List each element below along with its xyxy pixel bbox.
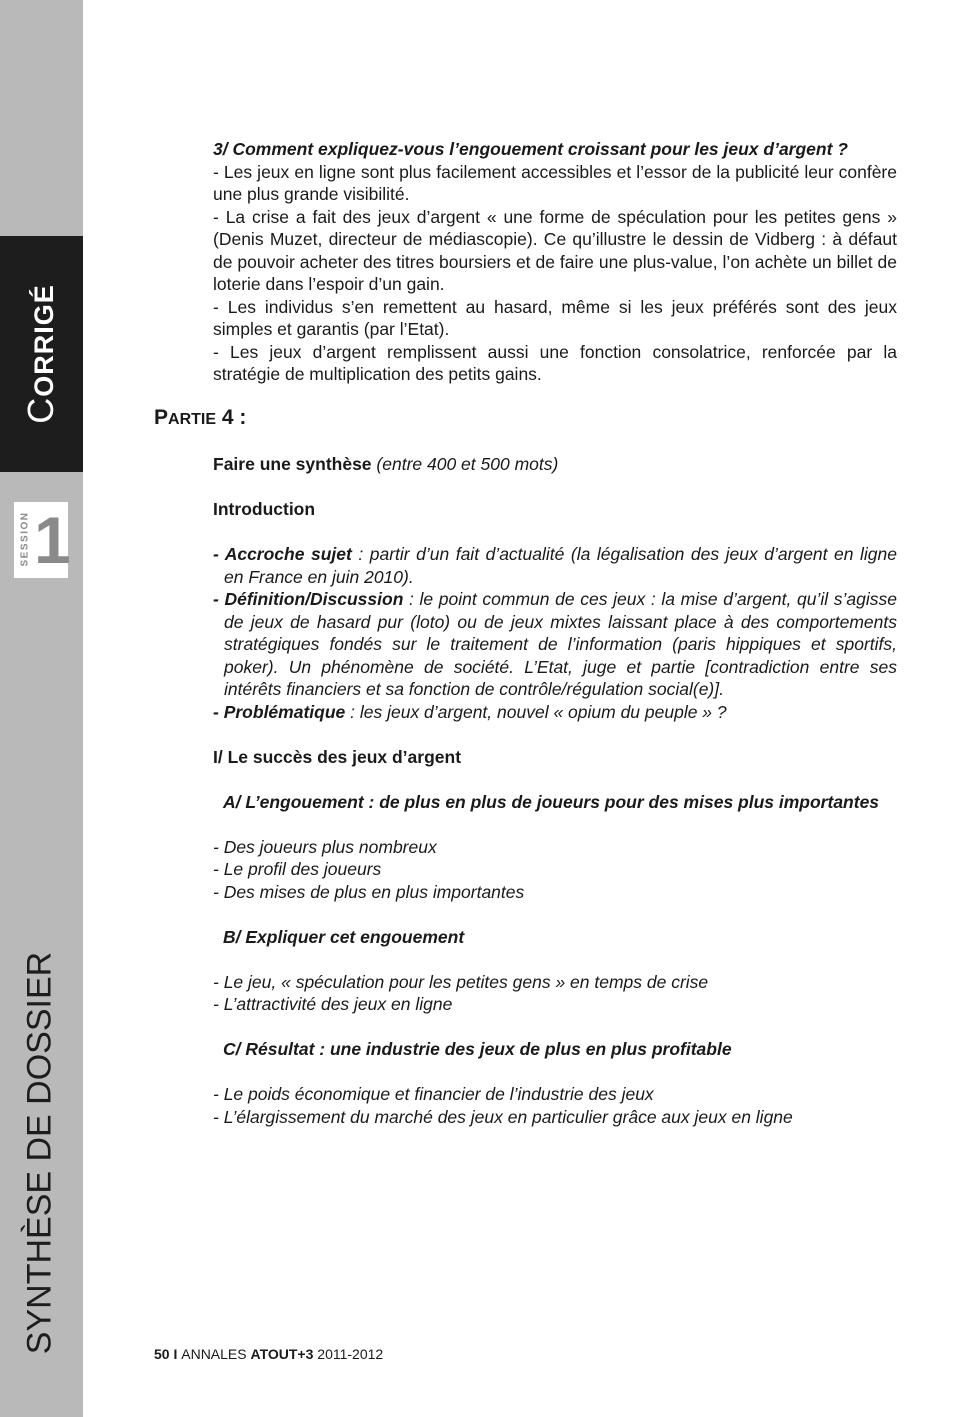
- question-3-title: 3/ Comment expliquez-vous l’engouement croissant pour les jeux d’argent ?: [213, 139, 848, 159]
- question-3-paragraph: - La crise a fait des jeux d’argent « une forme de spéculation pour les petites gens » (Denis Muzet, directeur de médiascopie). Ce qu’illustre le dessin de Vidberg : à défaut de pouvoir acheter des titres boursiers et de faire une plus-value, l’on achète un billet de loterie dans l’espoir d’un gain.: [213, 206, 897, 294]
- intro-item: - Définition/Discussion : le point commun de ces jeux : la mise d’argent, qu’il s’agisse de jeux de hasard pur (loto) ou de jeux mixtes laissant place à des comportements stratégiques fondés sur le traitement de l’information (paris hippiques et sportifs, poker). Un phénomène de société. L’Etat, juge et partie [contradiction entre ses intérêts financiers et sa fonction de contrôle/régulation social(e)].: [213, 589, 897, 699]
- list-item: - Le poids économique et financier de l’industrie des jeux: [213, 1084, 654, 1104]
- task-line: Faire une synthèse (entre 400 et 500 mots): [213, 454, 559, 474]
- list-item: - L’attractivité des jeux en ligne: [213, 994, 453, 1014]
- list-item: - L’élargissement du marché des jeux en particulier grâce aux jeux en ligne: [213, 1106, 793, 1127]
- section-b-title: B/ Expliquer cet engouement: [223, 926, 465, 947]
- introduction-heading: Introduction: [213, 499, 316, 519]
- session-number: 1: [34, 503, 71, 577]
- list-item: - Des mises de plus en plus importantes: [213, 881, 525, 902]
- question-3-paragraph: - Les individus s’en remettent au hasard, même si les jeux préférés sont des jeux simples et garantis (par l’Etat).: [213, 296, 897, 339]
- part-1-heading: I/ Le succès des jeux d’argent: [213, 746, 462, 767]
- sidebar: [0, 0, 83, 1417]
- main-content: [213, 138, 897, 1128]
- intro-item: - Problématique : les jeux d’argent, nouvel « opium du peuple » ?: [213, 701, 727, 722]
- section-c-title: C/ Résultat : une industrie des jeux de plus en plus profitable: [223, 1039, 732, 1059]
- page-number: 50: [154, 1346, 170, 1362]
- partie-4-heading: PARTIE 4 :: [154, 406, 247, 429]
- section-title: SYNTHÈSE DE DOSSIER: [20, 951, 59, 1355]
- list-item: - Des joueurs plus nombreux: [213, 836, 437, 857]
- list-item: - Le jeu, « spéculation pour les petites gens » en temps de crise: [213, 971, 709, 992]
- session-label: SESSION: [19, 511, 31, 567]
- intro-item: - Accroche sujet : partir d’un fait d’actualité (la légalisation des jeux d’argent en ligne en France en juin 2010).: [213, 544, 897, 587]
- question-3-paragraph: - Les jeux d’argent remplissent aussi une fonction consolatrice, renforcée par la stratégie de multiplication des petits gains.: [213, 341, 897, 384]
- corrige-label: CORRIGÉ: [20, 284, 61, 424]
- list-item: - Le profil des joueurs: [213, 859, 382, 879]
- section-a-title: A/ L’engouement : de plus en plus de joueurs pour des mises plus importantes: [223, 791, 880, 812]
- page-footer: 50 I ANNALES ATOUT+3 2011-2012: [154, 1346, 384, 1362]
- question-3-paragraph: - Les jeux en ligne sont plus facilement accessibles et l’essor de la publicité leur confère une plus grande visibilité.: [213, 161, 897, 204]
- brand-name: ATOUT+3: [250, 1346, 314, 1362]
